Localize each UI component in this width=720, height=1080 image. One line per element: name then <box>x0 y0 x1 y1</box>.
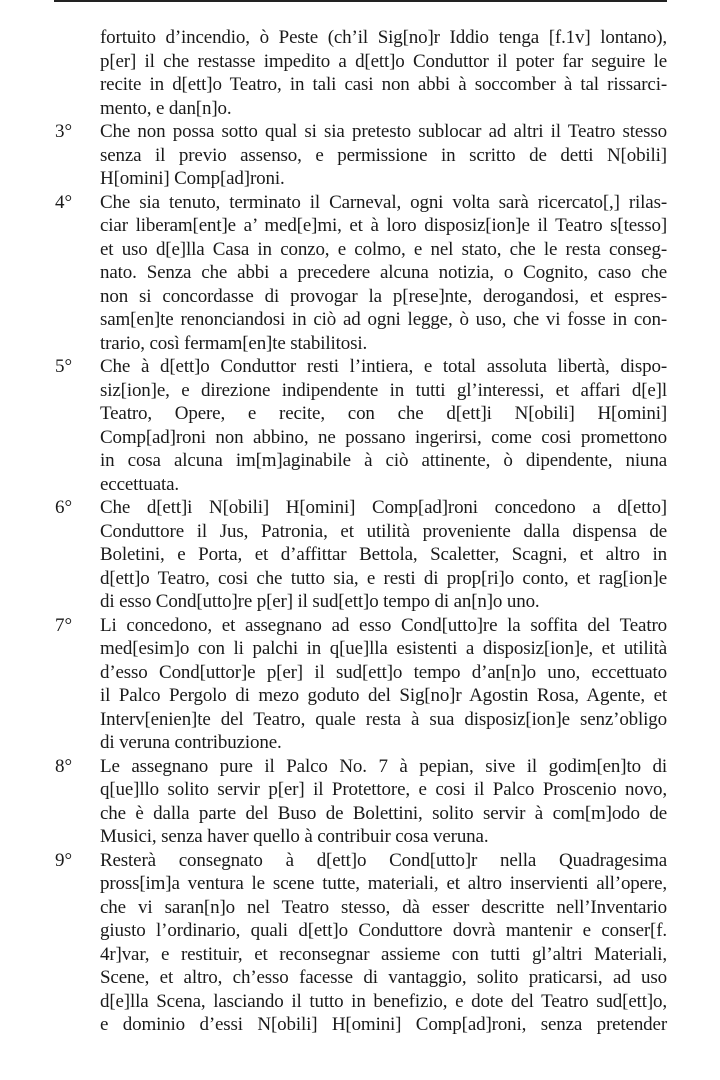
text-line: mento, e dan[n]o. <box>100 97 232 119</box>
text-line: che vi saran[n]o nel Teatro stesso, dà esser descritte nell’Inventario <box>100 896 667 918</box>
text-line: Che non possa sotto qual si sia pretesto sublocar ad altri il Teatro stesso <box>100 121 667 142</box>
clause-number: 3° <box>55 121 73 142</box>
text-line: Conduttore il Jus, Patronia, et utilità proveniente dalla dispensa de <box>100 520 667 542</box>
text-line: non si concordasse di provogar la p[rese]nte, derogandosi, et espres- <box>100 285 667 307</box>
text-line: med[esim]o con li palchi in q[ue]lla esistenti a disposiz[ion]e, et utilità <box>100 638 667 659</box>
clause-4 <box>0 191 720 356</box>
text-line: pross[im]a ventura le scene tutte, materiali, et altro inservienti all’opere, <box>100 873 667 894</box>
text-line: Che à d[ett]o Conduttor resti l’intiera, e total assoluta libertà, dispo- <box>100 356 667 377</box>
clause-number: 5° <box>55 356 73 377</box>
text-line: che è dalla parte del Buso de Bolettini, solito servir à com[m]odo de <box>100 802 667 824</box>
text-line: H[omini] Comp[ad]roni. <box>100 168 285 189</box>
text-line: Boletini, e Porta, et d’affittar Bettola, Scaletter, Scagni, et altro in <box>100 544 667 565</box>
clause-9 <box>0 849 720 1037</box>
clause-8 <box>0 755 720 849</box>
text-line: di esso Cond[utto]re p[er] il sud[ett]o tempo di an[n]o uno. <box>100 591 540 612</box>
text-line: sam[en]te renonciandosi in ciò ad ogni legge, ò uso, che vi fosse in con- <box>100 309 667 330</box>
text-line: Che sia tenuto, terminato il Carneval, ogni volta sarà ricercato[,] rilas- <box>100 191 667 213</box>
text-line: Comp[ad]roni non abbino, ne possano ingerirsi, come cosi promettono <box>100 426 667 448</box>
text-line: d[e]lla Scena, lasciando il tutto in benefizio, e dote del Teatro sud[ett]o, <box>100 990 667 1012</box>
clause-3 <box>0 120 720 191</box>
text-line: Che d[ett]i N[obili] H[omini] Comp[ad]roni concedono a d[etto] <box>100 497 667 518</box>
paragraph-continuation <box>0 26 720 120</box>
text-line: Teatro, Opere, e recite, con che d[ett]i N[obili] H[omini] <box>100 403 667 424</box>
text-line: 4r]var, e restituir, et reconsegnar assieme con tutti gl’altri Materiali, <box>100 943 667 965</box>
text-line: eccettuata. <box>100 473 180 495</box>
clause-5 <box>0 355 720 496</box>
clause-6 <box>0 496 720 614</box>
text-line: q[ue]llo solito servir p[er] il Protettore, e cosi il Palco Proscenio novo, <box>100 779 667 800</box>
text-line: et uso d[e]lla Casa in conzo, e colmo, e nel stato, che le resta conseg- <box>100 238 667 260</box>
clause-number: 8° <box>55 755 73 777</box>
text-line: di veruna contribuzione. <box>100 732 282 753</box>
text-line: Musici, senza haver quello à contribuir cosa veruna. <box>100 826 489 847</box>
text-line: siz[ion]e, e direzione indipendente in tutti gl’interessi, et affari d[e]l <box>100 379 667 401</box>
text-line: Resterà consegnato à d[ett]o Cond[utto]r nella Quadragesima <box>100 849 667 871</box>
text-line: trario, così fermam[en]te stabilitosi. <box>100 332 368 354</box>
document-body <box>0 26 720 1037</box>
text-line: fortuito d’incendio, ò Peste (ch’il Sig[no]r Iddio tenga [f.1v] lontano), <box>100 27 667 48</box>
clause-number: 6° <box>55 497 73 518</box>
clause-number: 4° <box>55 191 73 213</box>
clause-number: 9° <box>55 849 73 871</box>
text-line: Interv[enien]te del Teatro, quale resta à sua disposiz[ion]e senz’obligo <box>100 708 667 730</box>
text-line: ciar liberam[ent]e a’ med[e]mi, et à loro disposiz[ion]e il Teatro s[tesso] <box>100 215 667 236</box>
text-line: senza il previo assenso, e permissione in scritto de detti N[obili] <box>100 144 667 166</box>
text-line: e dominio d’essi N[obili] H[omini] Comp[ad]roni, senza pretender <box>100 1014 667 1035</box>
text-line: d’esso Cond[uttor]e p[er] il sud[ett]o tempo d’an[n]o uno, eccettuato <box>100 661 667 683</box>
text-line: p[er] il che restasse impedito a d[ett]o Conduttor il poter far seguire le <box>100 50 667 72</box>
text-line: Scene, et altro, ch’esso facesse di vantaggio, solito praticarsi, ad uso <box>100 967 667 988</box>
text-line: recite in d[ett]o Teatro, in tali casi non abbi à soccomber à tal rissarci- <box>100 74 667 95</box>
text-line: il Palco Pergolo di mezo goduto del Sig[no]r Agostin Rosa, Agente, et <box>100 685 667 706</box>
clause-7 <box>0 614 720 755</box>
header-rule <box>54 0 667 2</box>
text-line: giusto l’ordinario, quali d[ett]o Conduttore dovrà mantenir e conser[f. <box>100 920 667 941</box>
text-line: in cosa alcuna im[m]aginabile à ciò attinente, ò dipendente, niuna <box>100 450 667 471</box>
text-line: d[ett]o Teatro, cosi che tutto sia, e resti di prop[ri]o conto, et rag[ion]e <box>100 567 667 589</box>
text-line: Li concedono, et assegnano ad esso Cond[utto]re la soffita del Teatro <box>100 614 667 636</box>
text-line: Le assegnano pure il Palco No. 7 à pepian, sive il godim[en]to di <box>100 755 667 777</box>
text-line: nato. Senza che abbi a precedere alcuna notizia, o Cognito, caso che <box>100 262 667 283</box>
clause-number: 7° <box>55 614 73 636</box>
